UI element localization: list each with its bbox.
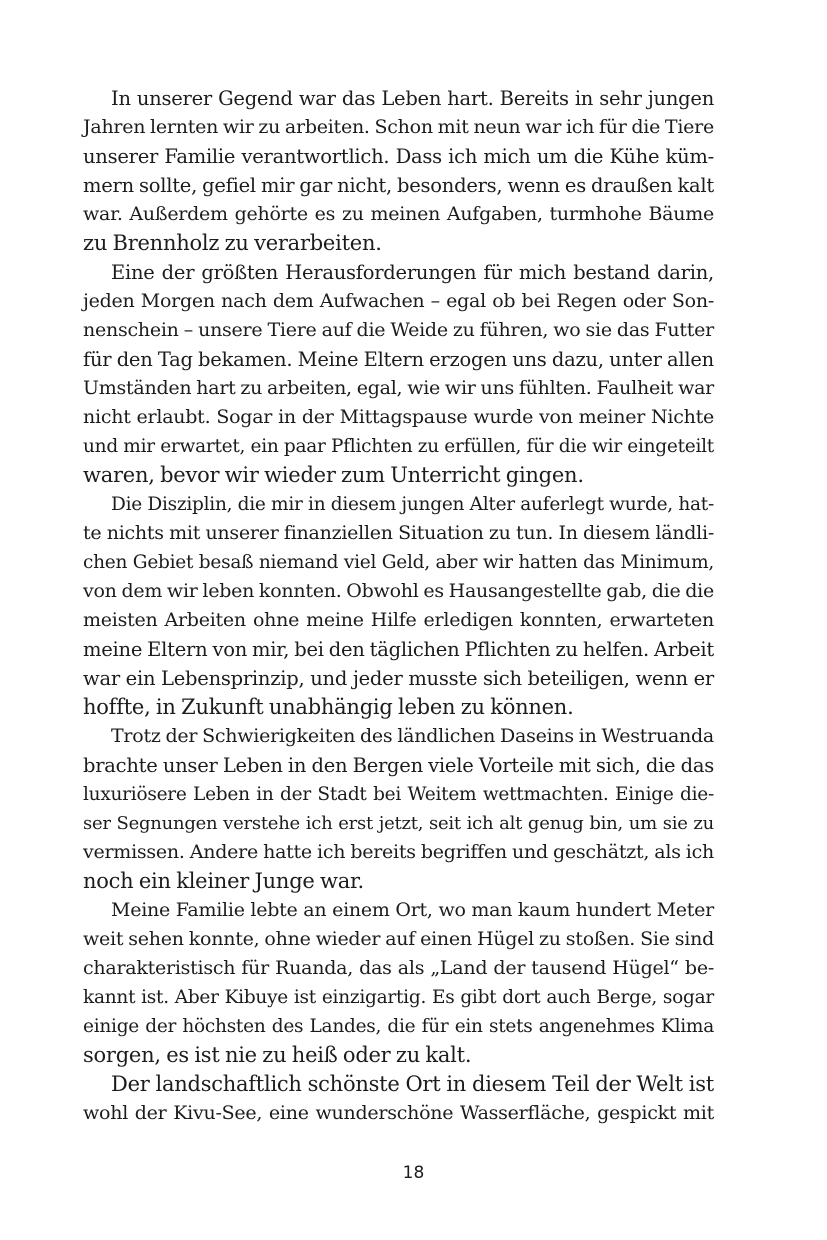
- text-line: von dem wir leben konnten. Obwohl es Hausangestellte gab, die die: [83, 580, 714, 602]
- text-line: jeden Morgen nach dem Aufwachen – egal ob bei Regen oder Son-: [83, 290, 714, 312]
- paragraph-1: [83, 84, 714, 258]
- text-line: brachte unser Leben in den Bergen viele Vorteile mit sich, die das: [83, 754, 714, 777]
- paragraph-5: [83, 896, 714, 1070]
- text-line: Trotz der Schwierigkeiten des ländlichen Daseins in Westruanda: [111, 725, 714, 747]
- text-line: Jahren lernten wir zu arbeiten. Schon mit neun war ich für die Tiere: [83, 116, 714, 138]
- text-line: Umständen hart zu arbeiten, egal, wie wir uns fühlten. Faulheit war: [83, 377, 714, 399]
- text-line: waren, bevor wir wieder zum Unterricht gingen.: [83, 463, 584, 487]
- text-line: nicht erlaubt. Sogar in der Mittagspause wurde von meiner Nichte: [83, 406, 714, 428]
- text-line: Der landschaftlich schönste Ort in diesem Teil der Welt ist: [111, 1072, 714, 1096]
- text-line: Meine Familie lebte an einem Ort, wo man kaum hundert Meter: [111, 899, 714, 921]
- text-line: In unserer Gegend war das Leben hart. Bereits in sehr jungen: [111, 87, 714, 110]
- text-line: ser Segnungen verstehe ich erst jetzt, seit ich alt genug bin, um sie zu: [83, 813, 714, 834]
- text-line: und mir erwartet, ein paar Pflichten zu erfüllen, für die wir eingeteilt: [83, 436, 714, 457]
- text-line: war ein Lebensprinzip, und jeder musste sich beteiligen, wenn er: [83, 667, 714, 690]
- text-line: unserer Familie verantwortlich. Dass ich mich um die Kühe küm-: [83, 145, 714, 168]
- text-line: chen Gebiet besaß niemand viel Geld, aber wir hatten das Minimum,: [83, 552, 714, 573]
- text-line: sorgen, es ist nie zu heiß oder zu kalt.: [83, 1043, 472, 1067]
- text-line: charakteristisch für Ruanda, das als „Land der tausend Hügel“ be-: [83, 957, 714, 979]
- page-number: 18: [402, 1163, 425, 1183]
- text-line: für den Tag bekamen. Meine Eltern erzogen uns dazu, unter allen: [83, 348, 714, 371]
- paragraph-6: [83, 1070, 714, 1128]
- text-line: nenschein – unsere Tiere auf die Weide zu führen, wo sie das Futter: [83, 319, 714, 341]
- text-line: war. Außerdem gehörte es zu meinen Aufgaben, turmhohe Bäume: [83, 203, 714, 225]
- text-line: noch ein kleiner Junge war.: [83, 869, 364, 893]
- book-page-text: [83, 84, 714, 1128]
- paragraph-2: [83, 258, 714, 490]
- text-line: Die Disziplin, die mir in diesem jungen Alter auferlegt wurde, hat-: [111, 494, 714, 515]
- text-line: meine Eltern von mir, bei den täglichen Pflichten zu helfen. Arbeit: [83, 638, 714, 661]
- text-line: mern sollte, gefiel mir gar nicht, besonders, wenn es draußen kalt: [83, 174, 714, 197]
- paragraph-4: [83, 722, 714, 896]
- text-line: vermissen. Andere hatte ich bereits begriffen und geschätzt, als ich: [83, 841, 714, 863]
- text-line: einige der höchsten des Landes, die für ein stets angenehmes Klima: [83, 1016, 714, 1037]
- text-line: Eine der größten Herausforderungen für mich bestand darin,: [111, 261, 714, 284]
- text-line: luxuriösere Leben in der Stadt bei Weitem wettmachten. Einige die-: [83, 784, 714, 805]
- paragraph-3: [83, 490, 714, 722]
- text-line: hoffte, in Zukunft unabhängig leben zu können.: [83, 695, 574, 719]
- text-line: te nichts mit unserer finanziellen Situation zu tun. In diesem ländli-: [83, 522, 714, 544]
- text-line: kannt ist. Aber Kibuye ist einzigartig. Es gibt dort auch Berge, sogar: [83, 987, 714, 1008]
- text-line: zu Brennholz zu verarbeiten.: [83, 231, 382, 255]
- text-line: wohl der Kivu-See, eine wunderschöne Wasserfläche, gespickt mit: [83, 1102, 714, 1124]
- text-line: weit sehen konnte, ohne wieder auf einen Hügel zu stoßen. Sie sind: [83, 928, 714, 950]
- text-line: meisten Arbeiten ohne meine Hilfe erledigen konnten, erwarteten: [83, 609, 714, 631]
